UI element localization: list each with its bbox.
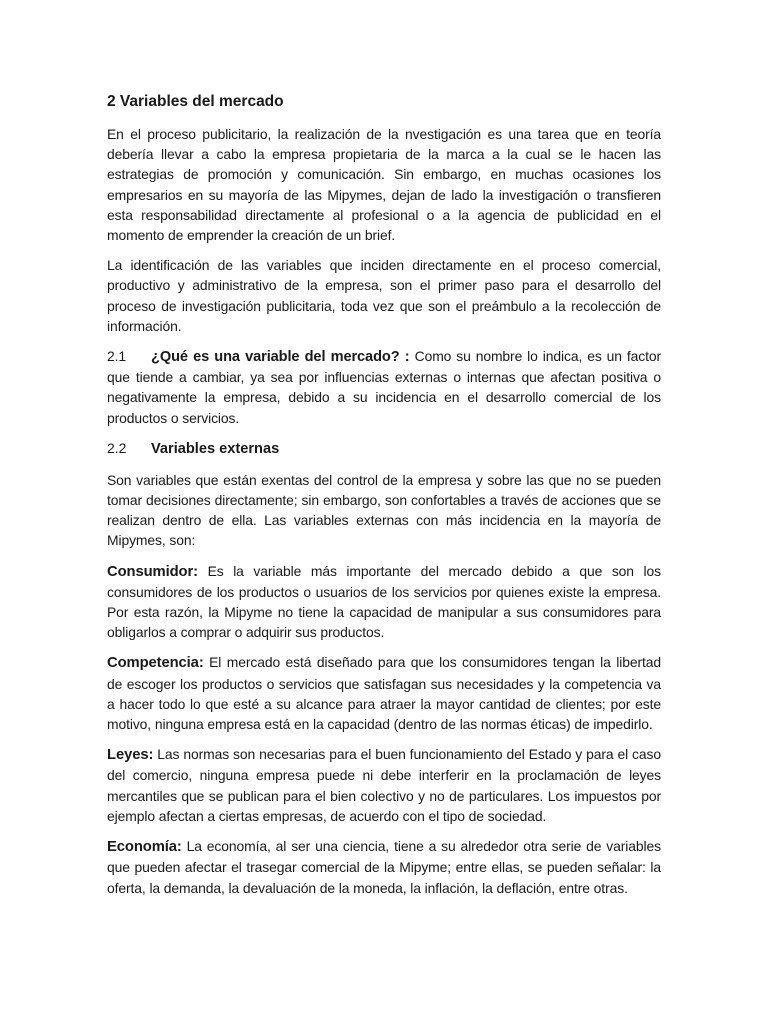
section-2-2-paragraph: Son variables que están exentas del control de la empresa y sobre las que no se pueden tomar decisiones directamente; sin embargo, son confortables a través de acciones que se realizan dentro de ella. Las variables externas con más incidencia en la mayoría de Mipymes, son: [107, 471, 661, 549]
intro-paragraph-2: La identificación de las variables que inciden directamente en el proceso comercial, productivo y administrativo de la empresa, son el primer paso para el desarrollo del proceso de investigación publicitaria, toda vez que son el preámbulo a la recolección de información. [107, 257, 661, 334]
section-2-1-paragraph [107, 346, 661, 428]
section-2-2-number: 2.2 [107, 439, 127, 456]
variable-term-consumidor: Consumidor: [107, 563, 198, 580]
variable-consumidor [107, 561, 661, 643]
variable-term-economia: Economía: [107, 839, 182, 856]
variable-text-competencia: El mercado está diseñado para que los consumidores tengan la libertad de escoger los productos o servicios que satisfagan sus necesidades y la competencia va a hacer todo lo que esté a su alcance para atraer la mayor cantidad de clientes; por este motivo, ninguna empresa está en la capacidad (dentro de las normas éticas) de impedirlo. [107, 654, 661, 733]
section-2-1-title: ¿Qué es una variable del mercado? [151, 349, 400, 366]
variable-text-leyes: Las normas son necesarias para el buen funcionamiento del Estado y para el caso del comercio, ninguna empresa puede ni debe interferir en la proclamación de leyes mercantiles que se publican para el bien colectivo y no de particulares. Los impuestos por ejemplo afectan a ciertas empresas, de acuerdo con el tipo de sociedad. [107, 746, 661, 824]
section-2-1-number: 2.1 [107, 348, 127, 365]
intro-paragraph-1: En el proceso publicitario, la realización de la nvestigación es una tarea que en teoría debería llevar a cabo la empresa propietaria de la marca a la cual se le hacen las estrategias de promoción y comunicación. Sin embargo, en muchas ocasiones los empresarios en su mayoría de las Mipymes, dejan de lado la investigación o transfieren esta responsabilidad directamente al profesional o a la agencia de publicidad en el momento de emprender la creación de un brief. [107, 126, 661, 244]
variable-term-competencia: Competencia: [107, 655, 204, 672]
section-2-1-text: Como su nombre lo indica, es un factor que tiende a cambiar, ya sea por influencias externas o internas que afectan positiva o negativamente la empresa, debido a su incidencia en el desarrollo comercial de los productos o servicios. [107, 348, 662, 426]
variable-term-leyes: Leyes: [107, 747, 154, 764]
page-title: 2 Variables del mercado [107, 93, 284, 110]
section-2-1-separator: : [399, 349, 415, 366]
variable-text-consumidor: Es la variable más importante del mercado debido a que son los consumidores de los productos o usuarios de los servicios por quienes existe la empresa. Por esta razón, la Mipyme no tiene la capacidad de manipular a sus consumidores para obligarlos a comprar o adquirir sus productos. [107, 562, 661, 641]
variable-economia [107, 836, 661, 898]
variable-leyes [107, 744, 661, 826]
document-page [107, 92, 661, 908]
section-2-2-title: Variables externas [151, 440, 280, 457]
variable-competencia [107, 652, 661, 734]
section-2-2-heading [107, 438, 661, 459]
variable-text-economia: La economía, al ser una ciencia, tiene a su alrededor otra serie de variables que pueden afectar el trasegar comercial de la Mipyme; entre ellas, se pueden señalar: la oferta, la demanda, la devaluación de la moneda, la inflación, la deflación, entre otras. [107, 838, 661, 896]
